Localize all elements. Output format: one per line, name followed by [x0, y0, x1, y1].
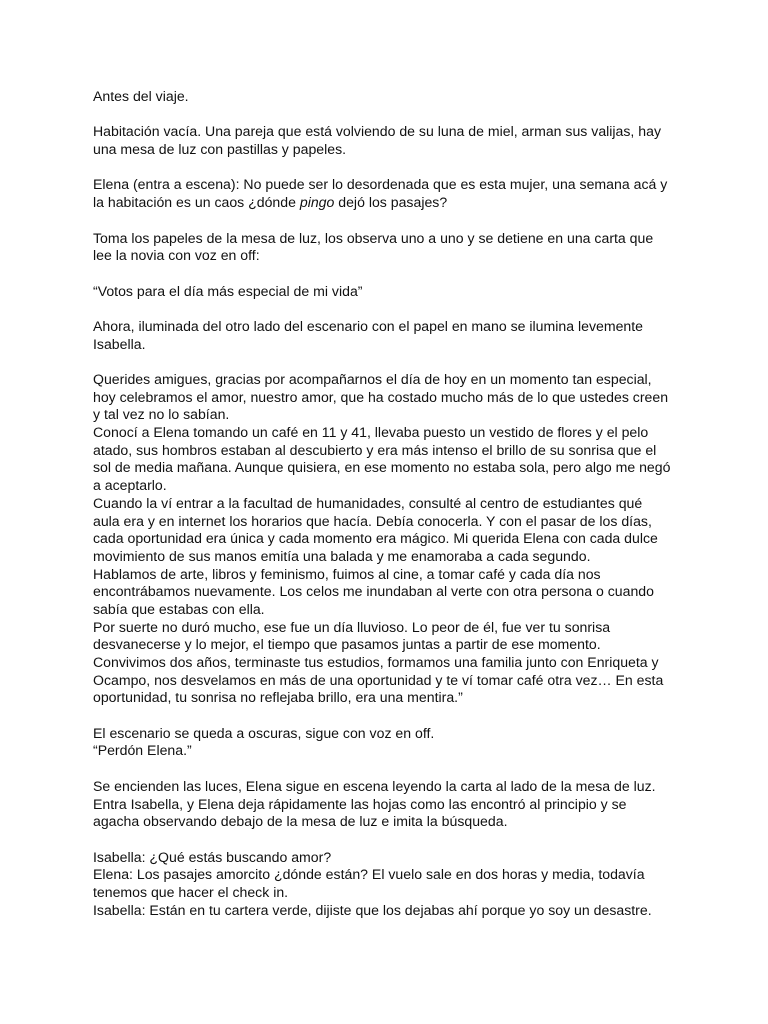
text-line: Convivimos dos años, terminaste tus estudios, formamos una familia junto con Enriqueta y	[93, 654, 659, 670]
stage-direction	[93, 778, 683, 831]
text-fragment: la habitación es un caos ¿dónde	[93, 194, 300, 211]
text-line: cada oportunidad era única y cada momento era mágico. Mi querida Elena con cada dulce	[93, 530, 658, 547]
text-line: Se encienden las luces, Elena sigue en escena leyendo la carta al lado de la mesa de luz.	[93, 777, 656, 794]
text-line: y tal vez no lo sabían.	[93, 406, 230, 423]
text-line: sol de media mañana. Aunque quisiera, en ese momento no estaba sola, pero algo me negó	[93, 459, 671, 476]
text-line: movimiento de sus manos emitía una balada y me enamoraba a cada segundo.	[93, 547, 591, 564]
text-line: Cuando la ví entrar a la facultad de humanidades, consulté al centro de estudiantes qué	[93, 494, 643, 511]
text-line: Toma los papeles de la mesa de luz, los observa uno a uno y se detiene en una carta que	[93, 229, 654, 246]
text-line: tenemos que hacer el check in.	[93, 883, 289, 900]
text-line: Ahora, iluminada del otro lado del escenario con el papel en mano se ilumina levemente	[93, 317, 643, 334]
elena-line	[93, 176, 683, 211]
scene-description	[93, 123, 683, 158]
text-line: Querides amigues, gracias por acompañarnos el día de hoy en un momento tan especial,	[93, 371, 652, 387]
dialogue	[93, 849, 683, 920]
text-line: Entra Isabella, y Elena deja rápidamente las hojas como las encontró al principio y se	[93, 795, 627, 812]
text-line: Isabella.	[93, 335, 146, 352]
italic-word: pingo	[299, 194, 335, 211]
text-line: lee la novia con voz en off:	[93, 247, 260, 264]
text-line: Isabella: Están en tu cartera verde, dijiste que los dejabas ahí porque yo soy un desastre.	[93, 901, 652, 918]
text-line: a aceptarlo.	[93, 477, 167, 494]
text-line: El escenario se queda a oscuras, sigue con voz en off.	[93, 724, 435, 741]
stage-direction	[93, 230, 683, 265]
text-line: una mesa de luz con pastillas y papeles.	[93, 141, 347, 158]
text-line: Isabella: ¿Qué estás buscando amor?	[93, 848, 332, 865]
letter-title	[93, 283, 683, 301]
text-line	[93, 194, 683, 212]
text-line: sabía que estabas con ella.	[93, 600, 265, 617]
text-line: “Perdón Elena.”	[93, 742, 192, 759]
text-line: agacha observando debajo de la mesa de luz e imita la búsqueda.	[93, 813, 508, 830]
text-line: hoy celebramos el amor, nuestro amor, que ha costado mucho más de lo que ustedes creen	[93, 388, 669, 405]
text-line: desvanecerse y lo mejor, el tiempo que pasamos juntas a partir de ese momento.	[93, 636, 601, 653]
stage-direction	[93, 318, 683, 353]
text-line: Conocí a Elena tomando un café en 11 y 41, llevaba puesto un vestido de flores y el pelo	[93, 424, 649, 441]
text-line: Hablamos de arte, libros y feminismo, fuimos al cine, a tomar café y cada día nos	[93, 565, 601, 582]
text-line: Antes del viaje.	[93, 88, 189, 104]
text-line: “Votos para el día más especial de mi vida”	[93, 282, 363, 299]
letter-body	[93, 371, 683, 707]
document-page	[93, 88, 683, 919]
stage-direction	[93, 725, 683, 760]
text-line: Ocampo, nos desvelamos en más de una oportunidad y te ví tomar café otra vez… En esta	[93, 671, 664, 688]
text-line: Elena (entra a escena): No puede ser lo desordenada que es esta mujer, una semana acá y	[93, 176, 668, 193]
text-line: atado, sus hombros estaban al descubierto y era más intenso el brillo de su sonrisa que el	[93, 441, 657, 458]
text-line: aula era y en internet los horarios que hacía. Debía conocerla. Y con el pasar de los días,	[93, 512, 652, 529]
text-fragment: dejó los pasajes?	[334, 194, 448, 211]
text-line: oportunidad, tu sonrisa no reflejaba brillo, era una mentira.”	[93, 689, 463, 706]
text-line: Habitación vacía. Una pareja que está volviendo de su luna de miel, arman sus valijas, hay	[93, 123, 661, 140]
text-line: Por suerte no duró mucho, ese fue un día lluvioso. Lo peor de él, fue ver tu sonrisa	[93, 618, 611, 635]
text-line: Elena: Los pasajes amorcito ¿dónde están? El vuelo sale en dos horas y media, todavía	[93, 866, 645, 883]
text-line: encontrábamos nuevamente. Los celos me inundaban al verte con otra persona o cuando	[93, 583, 654, 600]
document-title	[93, 88, 683, 106]
